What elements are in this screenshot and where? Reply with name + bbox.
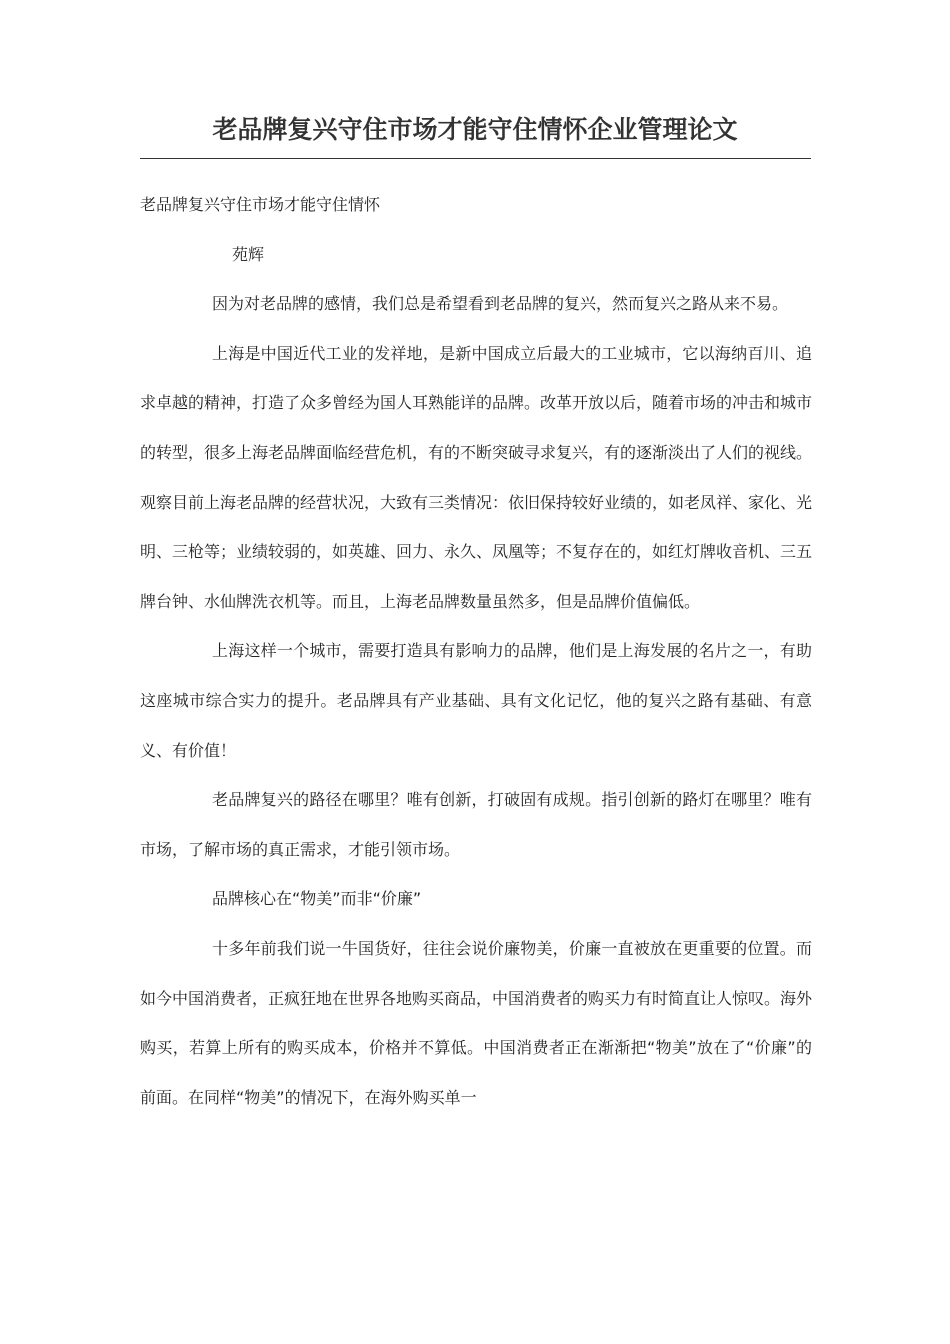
author-name: 苑辉 [232, 244, 265, 264]
paragraph: 上海是中国近代工业的发祥地，是新中国成立后最大的工业城市，它以海纳百川、追求卓越的精神，打造了众多曾经为国人耳熟能详的品牌。改革开放以后，随着市场的冲击和城市的转型，很多上海老品牌面临经营危机，有的不断突破寻求复兴，有的逐渐淡出了人们的视线。观察目前上海老品牌的经营状况，大致有三类情况：依旧保持较好业绩的，如老凤祥、家化、光明、三枪等；业绩较弱的，如英雄、回力、永久、凤凰等；不复存在的，如红灯牌收音机、三五牌台钟、水仙牌洗衣机等。而且，上海老品牌数量虽然多，但是品牌价值偏低。 [140, 343, 813, 611]
section-heading: 品牌核心在“物美”而非“价廉” [212, 889, 422, 909]
paragraph: 十多年前我们说一牛国货好，往往会说价廉物美，价廉一直被放在更重要的位置。而如今中国消费者，正疯狂地在世界各地购买商品，中国消费者的购买力有时简直让人惊叹。海外购买，若算上所有的购买成本，价格并不算低。中国消费者正在渐渐把“物美”放在了“价廉”的前面。在同样“物美”的情况下，在海外购买单一 [140, 938, 813, 1107]
paragraph: 因为对老品牌的感情，我们总是希望看到老品牌的复兴，然而复兴之路从来不易。 [212, 294, 789, 314]
paragraph: 老品牌复兴的路径在哪里？唯有创新，打破固有成规。指引创新的路灯在哪里？唯有市场，了解市场的真正需求，才能引领市场。 [140, 790, 812, 859]
document-title: 老品牌复兴守住市场才能守住情怀企业管理论文 [212, 115, 738, 144]
title-divider [140, 158, 811, 159]
article-subtitle: 老品牌复兴守住市场才能守住情怀 [140, 195, 381, 214]
paragraph: 上海这样一个城市，需要打造具有影响力的品牌，他们是上海发展的名片之一，有助这座城市综合实力的提升。老品牌具有产业基础、具有文化记忆，他的复兴之路有基础、有意义、有价值！ [140, 641, 812, 760]
document-body [140, 180, 812, 1122]
